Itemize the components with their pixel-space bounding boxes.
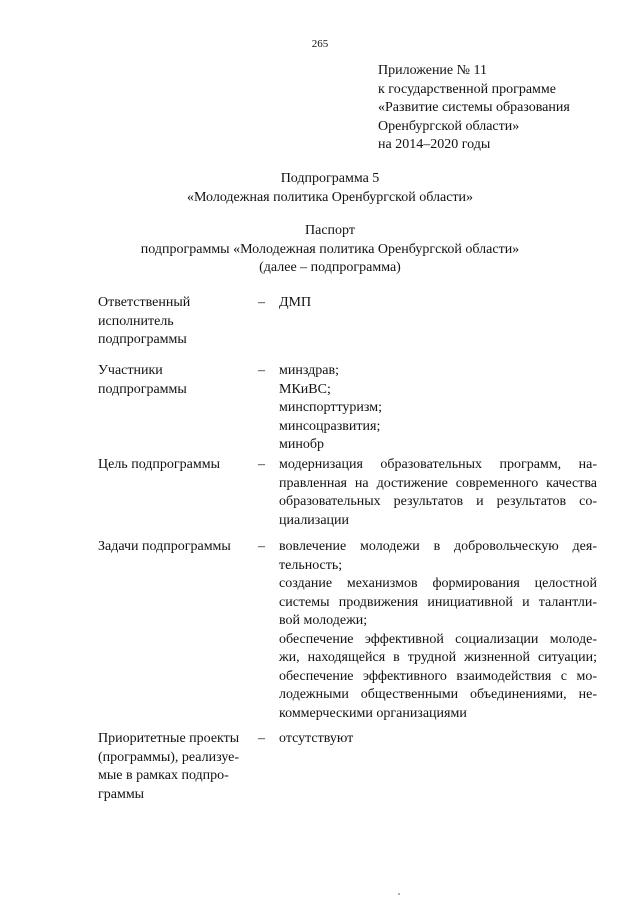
row-value-line: циализации [279,512,350,528]
row-label [98,456,248,475]
appendix-line: на 2014–2020 годы [378,137,491,152]
row-value-line: ДМП [279,295,312,310]
row-value-line: минсоцразвития; [279,418,381,434]
row-value-line: образовательных результатов и результатов со- [279,494,597,509]
appendix-line: Оренбургской области» [378,118,520,134]
row-value-line: вовлечение молодежи в добровольческую дея- [279,539,597,554]
row-dash: – [258,363,265,378]
subprogram-line: Подпрограмма 5 [280,171,380,186]
row-value-line: тельность; [279,557,343,573]
row-value-line: минздрав; [279,363,339,378]
row-value-line: вой молодежи; [279,613,368,628]
row-label [98,362,248,399]
row-label-line: Ответственный [98,295,191,310]
row-value-line: жи, находящейся в трудной жизненной ситуации; [279,650,597,665]
row-label-line: подпрограммы [98,381,187,397]
appendix-line: к государственной программе [378,81,556,97]
row-label-line: Цель подпрограммы [98,457,220,472]
scan-mark [398,893,400,895]
row-value [279,538,597,723]
row-value-line: отсутствуют [279,731,354,746]
row-value-line: системы продвижения инициативной и талантли- [279,594,597,610]
row-label-line: Участники [98,363,163,378]
row-value-line: модернизация образовательных программ, на- [279,457,597,472]
appendix-line: Приложение № 11 [378,63,487,78]
row-value [279,362,597,455]
row-value-line: МКиВС; [279,381,331,397]
row-label-line: подпрограммы [98,332,187,347]
row-value-line: лодежными общественными объединениями, не- [279,687,597,702]
row-value-line: минспорттуризм; [279,400,382,415]
subprogram-line: «Молодежная политика Оренбургской области» [186,189,474,205]
row-label-line: мые в рамках подпро- [98,768,229,783]
row-value-line: минобр [279,437,324,452]
passport-line: подпрограммы «Молодежная политика Оренбургской области» [140,241,520,257]
row-dash: – [258,295,265,310]
row-value-line: создание механизмов формирования целостной [279,576,597,591]
appendix-line: «Развитие системы образования [378,100,570,115]
row-label-line: граммы [98,786,145,802]
row-label-line: Приоритетные проекты [98,731,240,746]
row-value-line: коммерческими организациями [279,705,467,721]
row-value [279,294,597,313]
row-label [98,730,248,804]
page-number: 265 [311,38,329,50]
passport-line: (далее – подпрограмма) [259,260,401,275]
row-dash: – [258,457,265,472]
row-value-line: правленная на достижение современного качества [279,475,597,491]
row-value-line: обеспечение эффективного взаимодействия с мо- [279,668,597,684]
row-label-line: исполнитель [98,313,174,329]
appendix-header [378,62,628,155]
row-value-line: обеспечение эффективной социализации молоде- [279,631,597,647]
row-value [279,730,597,749]
row-dash: – [258,731,265,746]
row-label-line: Задачи подпрограммы [98,539,231,554]
passport-line: Паспорт [305,223,355,238]
row-label-line: (программы), реализуе- [98,749,240,765]
row-value [279,456,597,530]
passport-title [60,222,600,278]
subprogram-title [60,170,600,207]
row-label [98,294,248,350]
row-dash: – [258,539,265,554]
row-label [98,538,248,557]
